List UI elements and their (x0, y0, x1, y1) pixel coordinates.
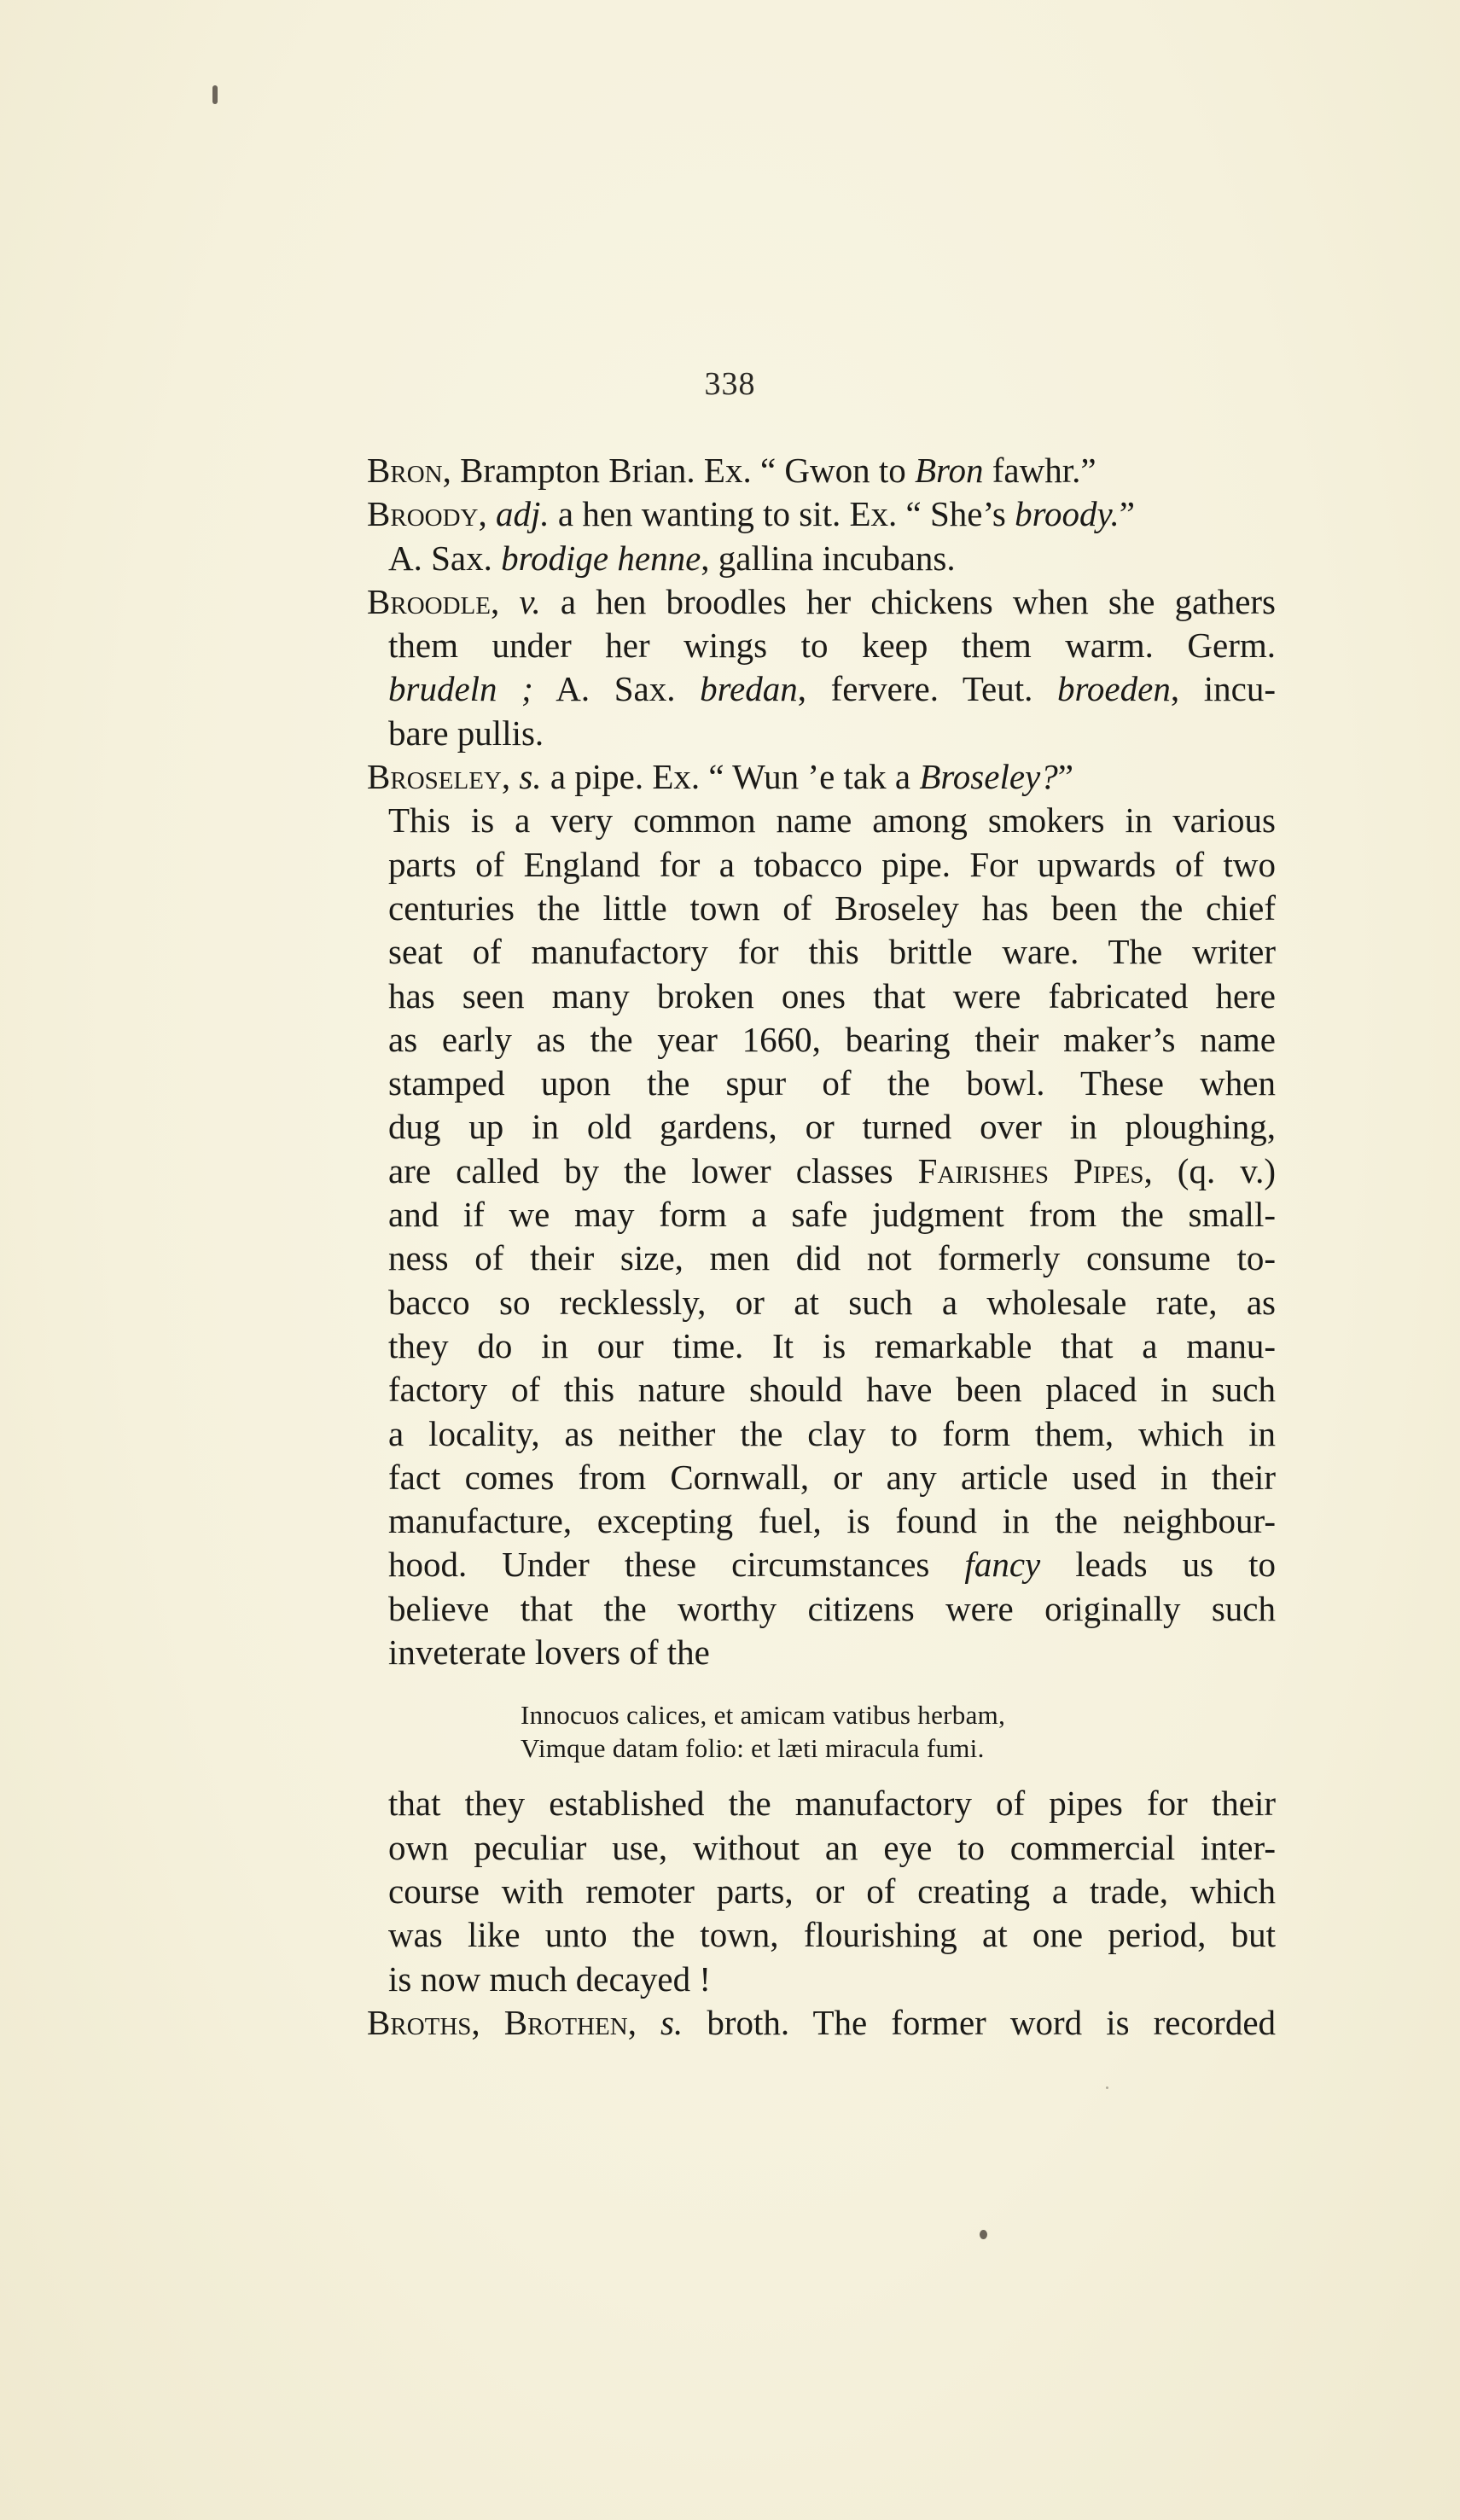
text-run: A. Sax. (388, 538, 502, 578)
text-run: believe that the worthy citizens were originally such (388, 1588, 1276, 1628)
dictionary-text (367, 449, 1276, 2045)
text-run: a locality, as neither the clay to form them, which in (388, 1413, 1276, 1453)
headword: Broseley (367, 757, 502, 797)
text-line (367, 843, 1276, 887)
text-run: , gallina incubans. (701, 538, 956, 578)
text-line (367, 1499, 1276, 1543)
text-run: was like unto the town, flourishing at one period, but (388, 1915, 1276, 1955)
dictionary-entry (367, 492, 1276, 580)
quotation-line: Vimque datam folio: et læti miracula fumi. (521, 1733, 985, 1764)
text-line (367, 1631, 1276, 1674)
text-line (367, 1193, 1276, 1237)
dictionary-entry (367, 580, 1276, 755)
text-run: , (490, 581, 520, 621)
text-run: fact comes from Cornwall, or any article used in their (388, 1457, 1276, 1497)
text-line (367, 1958, 1276, 2001)
text-line (367, 712, 1276, 755)
text-line (367, 1782, 1276, 1825)
italic-text: Bron (915, 451, 984, 490)
italic-text: s. (519, 757, 542, 797)
text-run: leads us to (1040, 1545, 1276, 1585)
italic-text: Broseley? (919, 757, 1058, 797)
italic-text: fancy (964, 1545, 1041, 1585)
text-run: has seen many broken ones that were fabricated here (388, 975, 1276, 1016)
text-line (367, 975, 1276, 1018)
text-run: , (501, 757, 520, 797)
text-run: , (q. v.) (1143, 1150, 1276, 1190)
italic-text: broeden (1057, 669, 1171, 709)
headword: Broths (367, 2002, 472, 2042)
italic-text: brodige henne (501, 538, 701, 578)
text-line (367, 799, 1276, 842)
text-run: ness of their size, men did not formerly consume to- (388, 1238, 1276, 1278)
dictionary-entry (367, 449, 1276, 492)
text-line (367, 624, 1276, 667)
dictionary-entry (367, 2001, 1276, 2045)
italic-text: s. (660, 2002, 683, 2042)
text-run: manufacture, excepting fuel, is found in the neighbour- (388, 1501, 1276, 1541)
text-line (367, 580, 1276, 624)
ink-speck (1106, 2086, 1108, 2089)
ink-speck (212, 85, 218, 104)
text-line (367, 2001, 1276, 2045)
headword: Broody (367, 494, 479, 534)
text-line (367, 1870, 1276, 1913)
text-line (367, 667, 1276, 711)
text-line (367, 930, 1276, 974)
text-run: own peculiar use, without an eye to commercial inter- (388, 1827, 1276, 1867)
text-run: broth. The former word is recorded (683, 2002, 1276, 2042)
italic-text: bredan (700, 669, 798, 709)
italic-text: adj. (495, 494, 550, 534)
text-run: , (471, 2002, 504, 2042)
text-line (367, 1368, 1276, 1411)
text-run: inveterate lovers of the (388, 1632, 710, 1673)
text-run: factory of this nature should have been placed in such (388, 1370, 1276, 1410)
text-line (367, 1237, 1276, 1280)
text-line (367, 1324, 1276, 1368)
text-line (367, 1281, 1276, 1324)
text-run: ” (1119, 494, 1135, 534)
page-number: 338 (704, 366, 756, 402)
text-run: , incu- (1170, 669, 1276, 709)
text-run: bacco so recklessly, or at such a wholesale rate, as (388, 1282, 1276, 1322)
text-run: , (627, 2002, 661, 2042)
text-line (367, 755, 1276, 799)
dictionary-entry (367, 755, 1276, 2001)
headword: Broodle (367, 581, 491, 621)
text-line (367, 1587, 1276, 1631)
text-run: This is a very common name among smokers in various (388, 800, 1276, 841)
text-run: ” (1057, 757, 1073, 797)
text-line (367, 1412, 1276, 1456)
italic-text: v. (519, 581, 541, 621)
text-run: seat of manufactory for this brittle ware. The writer (388, 932, 1276, 972)
headword: Brothen (503, 2002, 628, 2042)
text-run: that they established the manufactory of pipes for their (388, 1784, 1276, 1824)
italic-text: brudeln ; (388, 669, 533, 709)
text-run: , Brampton Brian. Ex. “ Gwon to (442, 451, 915, 490)
quotation-line: Innocuos calices, et amicam vatibus herbam, (521, 1700, 1006, 1731)
text-line (367, 537, 1276, 580)
text-line (367, 1149, 1276, 1193)
text-run: a pipe. Ex. “ Wun ’e tak a (541, 757, 920, 797)
text-run: are called by the lower classes (388, 1150, 918, 1190)
text-line (367, 1105, 1276, 1149)
headword: Bron (367, 451, 443, 490)
text-line (367, 492, 1276, 536)
text-line (367, 1456, 1276, 1499)
text-run: fawhr.” (983, 451, 1096, 490)
text-run: is now much decayed ! (388, 1958, 711, 1999)
text-line (367, 1913, 1276, 1957)
text-run: stamped upon the spur of the bowl. These when (388, 1063, 1276, 1103)
text-run: hood. Under these circumstances (388, 1545, 965, 1585)
text-run: as early as the year 1660, bearing their maker’s name (388, 1019, 1276, 1059)
text-line (367, 449, 1276, 492)
text-line (367, 1826, 1276, 1870)
text-run: , fervere. Teut. (797, 669, 1057, 709)
text-run: and if we may form a safe judgment from the small- (388, 1195, 1276, 1235)
text-line (367, 1543, 1276, 1586)
text-run: they do in our time. It is remarkable that a manu- (388, 1325, 1276, 1365)
ink-speck (980, 2230, 987, 2239)
text-line (367, 887, 1276, 930)
headword: Fairishes Pipes (917, 1150, 1144, 1190)
text-run: dug up in old gardens, or turned over in ploughing, (388, 1107, 1276, 1147)
text-run: a hen wanting to sit. Ex. “ She’s (549, 494, 1015, 534)
italic-text: broody. (1015, 494, 1120, 534)
text-run: bare pullis. (388, 713, 544, 753)
text-line (367, 1062, 1276, 1105)
latin-quotation (367, 1698, 1276, 1765)
text-run: centuries the little town of Broseley has been the chief (388, 888, 1276, 928)
text-run: A. Sax. (532, 669, 701, 709)
text-run: parts of England for a tobacco pipe. For upwards of two (388, 844, 1276, 884)
text-run: course with remoter parts, or of creating a trade, which (388, 1871, 1276, 1911)
text-line (367, 1018, 1276, 1062)
text-run: a hen broodles her chickens when she gathers (540, 581, 1276, 621)
text-run: them under her wings to keep them warm. Germ. (388, 626, 1276, 666)
text-run: , (478, 494, 496, 534)
